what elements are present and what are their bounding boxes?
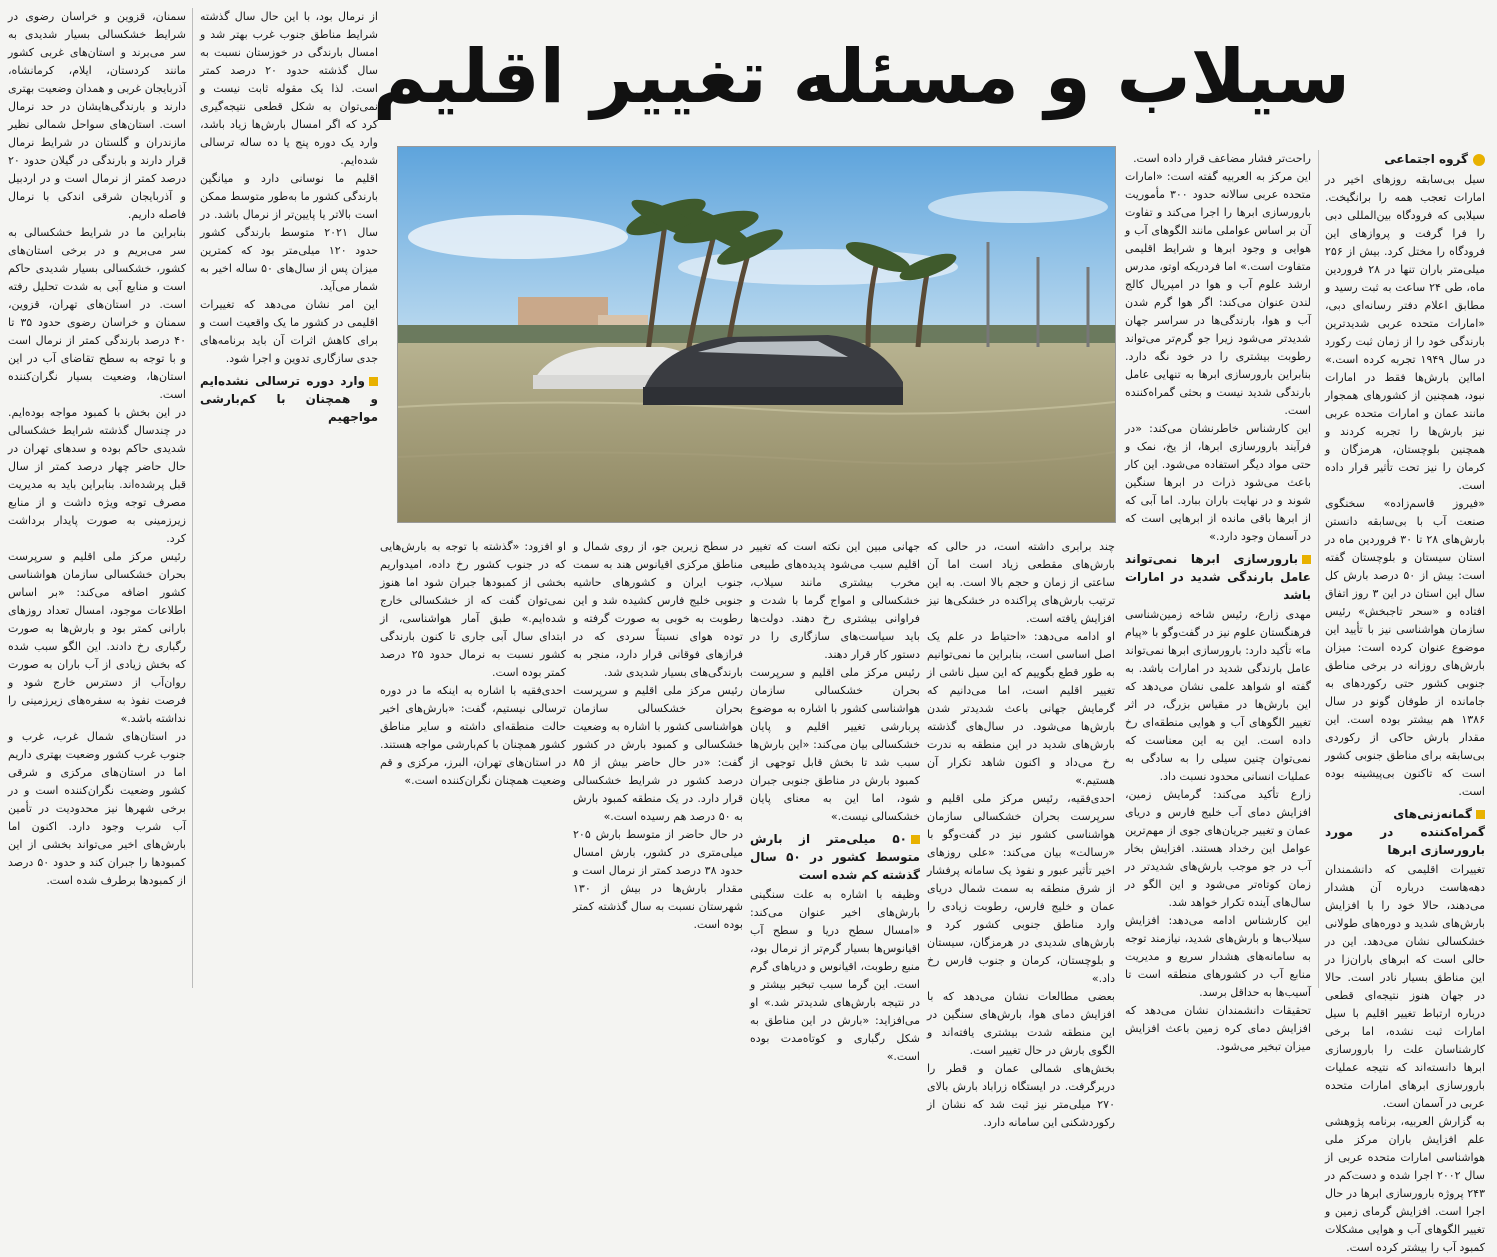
paragraph: اقلیم ما نوسانی دارد و میانگین بارندگی کشور ما به‌طور متوسط ممکن است بالاتر یا پایین‌تر از نرمال باشد. در سال ۲۰۲۱ متوسط بارندگی کشور حدود ۱۲۰ میلی‌متر بود که کمترین میزان پس از سال‌های ۵۰ ساله اخیر به شمار می‌آید. — [200, 172, 378, 293]
section-marker-icon — [1473, 154, 1485, 166]
flood-photo — [397, 146, 1116, 523]
paragraph: وظیفه با اشاره به علت سنگینی بارش‌های اخیر عنوان می‌کند: «امسال سطح دریا و سطح آب اقیانوس‌ها بسیار گرم‌تر از نرمال بود، منبع رطوبت، اقیانوس و دریاهای گرم است. این گرما سبب تبخیر بیشتر و در نتیجه بارش‌های شدیدتر شد.» او می‌افزاید: «بارش در این مناطق به شکل رگباری و کوتاه‌مدت بوده است.» — [750, 888, 920, 1063]
article-column-far-right — [1325, 150, 1486, 1254]
flood-photo-illustration — [398, 147, 1115, 522]
paragraph: او افزود: «گذشته با توجه به بارش‌هایی که در جنوب کشور رخ داده، امیدواریم بخشی از کمبودها جبران شود اما هنوز نمی‌توان گفت که از خشکسالی خارج شده‌ایم.» طبق آمار هواشناسی، از ابتدای سال آبی جاری تا کنون بارندگی کشور نسبت به نرمال حدود ۲۵ درصد کمتر بوده است. — [380, 540, 566, 679]
paragraph: بعضی مطالعات نشان می‌دهد که با افزایش دمای هوا، بارش‌های سنگین در این منطقه شدت بیشتری یافته‌اند و الگوی بارش در حال تغییر است. — [927, 990, 1115, 1057]
paragraph: رئیس مرکز ملی اقلیم و سرپرست بحران خشکسالی سازمان هواشناسی کشور اضافه می‌کند: «بر اساس اطلاعات موجود، امسال تعداد روزهای بارانی کمتر بود و بارش‌ها به صورت رگباری رخ دادند. این الگو سبب شده که بخش زیادی از آب باران به صورت روان‌آب از دسترس خارج شود و فرصت نفوذ به سفره‌های زیرزمینی را نداشته باشد.» — [8, 550, 186, 725]
paragraph: راحت‌تر فشار مضاعف قرار داده است. — [1133, 152, 1311, 165]
paragraph: جهانی مبین این نکته است که تغییر اقلیم سبب می‌شود پدیده‌های طبیعی مخرب بیشتری مانند سیلاب، خشکسالی و امواج گرما با شدت و فراوانی بیشتری رخ دهند. دولت‌ها باید سیاست‌های سازگاری را در دستور کار قرار دهند. — [750, 540, 920, 661]
paragraph: در این بخش با کمبود مواجه بوده‌ایم. در چندسال گذشته شرایط خشکسالی شدیدی حاکم بوده و سدهای تهران در حال حاضر چهار درصد کمتر از سال قبل پرشده‌اند. بنابراین باید به مدیریت مصرف توجه ویژه داشت و از منابع زیرزمینی به صورت پایدار برداشت کرد. — [8, 406, 186, 545]
paragraph: او ادامه می‌دهد: «احتیاط در علم یک اصل اساسی است، بنابراین ما نمی‌توانیم به طور قطع بگوییم که این سیل ناشی از تغییر اقلیم است، اما می‌دانیم که گرمایش جهانی باعث شدیدتر شدن بارش‌ها می‌شود. در سال‌های گذشته بارش‌های شدید در این منطقه به ندرت رخ می‌داد و اکنون شاهد تکرار آن هستیم.» — [927, 630, 1115, 787]
column-divider — [1318, 150, 1319, 988]
bullet-icon — [1302, 555, 1311, 564]
paragraph: در حال حاضر از متوسط بارش ۲۰۵ میلی‌متری در کشور، بارش امسال حدود ۳۸ درصد کمتر از نرمال است و مقدار بارش‌ها در بیش از ۱۳۰ شهرستان نسبت به سال گذشته کمتر بوده است. — [573, 828, 743, 931]
paragraph: سیل بی‌سابقه روزهای اخیر در امارات تعجب همه را برانگیخت. سیلابی که فرودگاه بین‌المللی دبی را فرا گرفت و پروازهای این فرودگاه را مختل کرد. بیش از ۲۵۶ میلی‌متر باران تنها در ۲۸ فروردین ماه، طی ۲۴ ساعت به ثبت رسید و مطابق اعلام دفتر رسانه‌ای دبی، «امارات متحده عربی شدیدترین بارندگی خود را از زمان ثبت رکورد در سال ۱۹۴۹ تجربه کرده است.» امااین بارش‌ها فقط در امارات نبود، همچنین از کشورهای همجوار مانند عمان و امارات متحده عربی نیز بارش‌ها را تجربه کردند و همچنین بلوچستان، هرمزگان و کرمان را نیز تحت تأثیر قرار داده است. — [1325, 173, 1486, 492]
paragraph: تحقیقات دانشمندان نشان می‌دهد که افزایش دمای کره زمین باعث افزایش میزان تبخیر می‌شود. — [1125, 1004, 1311, 1053]
article-column-far-left — [8, 8, 186, 988]
paragraph: تغییرات اقلیمی که دانشمندان دهه‌هاست درباره آن هشدار می‌دهند، حالا خود را با افزایش بارش‌های شدید و دوره‌های طولانی خشکسالی نشان می‌دهد. این در حالی است که ابرهای باران‌زا در این مناطق بسیار نادر است. حالا در جهان هنوز نتیجه‌ای قطعی درباره ارتباط تغییر اقلیم با سیل امارات ثبت نشده، اما برخی کارشناسان علت را بارورسازی ابرها دانسته‌اند که نتیجه عملیات بارورسازی ابرهای امارات متحده عربی در آسمان است. — [1325, 863, 1485, 1110]
paragraph: مهدی زارع، رئیس شاخه زمین‌شناسی فرهنگستان علوم نیز در گفت‌وگو با «پیام ما» تأکید دارد: بارورسازی ابرها نمی‌تواند عامل بارندگی شدید در امارات باشد. به گفته او شواهد علمی نشان می‌دهد که این بارش‌ها در مقیاس بزرگ، در اثر تغییر الگوهای آب و هوایی منطقه‌ای رخ داده است. این به این معناست که نمی‌توان چنین سیلی را به سادگی به عملیات انسانی محدود نسبت داد. — [1125, 608, 1311, 783]
article-column-right — [1125, 150, 1311, 1053]
paragraph: احدی‌فقیه با اشاره به اینکه ما در دوره ترسالی نیستیم، گفت: «بارش‌های اخیر حالت منطقه‌ای داشته و سایر مناطق کشور همچنان با کم‌بارشی مواجه هستند. در استان‌های تهران، البرز، مرکزی و قم وضعیت همچنان نگران‌کننده است.» — [380, 684, 566, 787]
bullet-icon — [911, 835, 920, 844]
paragraph: «فیروز قاسم‌زاده» سخنگوی صنعت آب با بی‌سابقه دانستن بارش‌های ۲۸ تا ۳۰ فروردین ماه در استان سیستان و بلوچستان گفته است: بیش از ۵۰ درصد بارش کل سال این استان در این ۳ روز اتفاق افتاده و «سحر تاجبخش» رئیس سازمان هواشناسی نیز با تأیید این موضوع عنوان کرده است: میزان بارش‌های روزانه در برخی مناطق جنوبی کشور حتی رکوردهای به جامانده از طوفان گونو در سال ۱۳۸۶ هم بیشتر بوده است. این مقدار بارش حاکی از رکوردی بی‌سابقه برای مناطق جنوبی کشور است که تاکنون بی‌پیشینه بوده است. — [1325, 497, 1486, 798]
paragraph: در استان‌های شمال غرب، غرب و جنوب غرب کشور وضعیت بهتری داریم اما در استان‌های مرکزی و شرقی کشور وضعیت نگران‌کننده است و در برخی شهرها نیز محدودیت در تأمین آب شرب وجود دارد. اکنون اما بارش‌های اخیر می‌تواند بخشی از این کمبودها را جبران کند و حدود ۵۰ درصد از کمبودها برطرف شده است. — [8, 730, 186, 887]
paragraph: این مرکز به العربیه گفته است: «امارات متحده عربی سالانه حدود ۳۰۰ مأموریت بارورسازی ابرها را اجرا می‌کند و تفاوت آن بر اساس عواملی مانند الگوهای آب و هوایی و وجود ابرها و شرایط اقلیمی متفاوت است.» اما فردریکه اوتو، مدرس ارشد علوم آب و هوا در امپریال کالج لندن عنوان می‌کند: اگر هوا گرم شدن آب و هوا، بارندگی‌ها در سراسر جهان شدیدتر می‌شود زیرا جو گرم‌تر می‌تواند رطوبت بیشتری را در خود نگه دارد. بنابراین بارورسازی ابرها به تنهایی عامل بارندگی شدید نیست و بحثی گمراه‌کننده است. — [1125, 170, 1311, 417]
article-column-center-mid — [750, 538, 920, 1063]
subheading: ۵۰ میلی‌متر از بارش متوسط کشور در ۵۰ سال گذشته کم شده است — [750, 832, 920, 882]
column-divider — [192, 8, 193, 988]
subheading: بارورسازی ابرها نمی‌تواند عامل بارندگی شدید در امارات باشد — [1125, 552, 1311, 602]
paragraph: چند برابری داشته است، در حالی که بارش‌های مقطعی زیاد است اما آن ساعتی از زمان و حجم بالا است. به این ترتیب بارش‌های پراکنده در خشکی‌ها نیز افزایش یافته است. — [927, 540, 1115, 625]
paragraph: این امر نشان می‌دهد که تغییرات اقلیمی در کشور ما یک واقعیت است و برای کاهش اثرات آن باید برنامه‌های جدی سازگاری تدوین و اجرا شود. — [200, 298, 378, 365]
article-column-center-right — [927, 538, 1115, 1129]
bullet-icon — [1476, 810, 1485, 819]
article-column-bottom-left — [380, 538, 566, 988]
paragraph: بنابراین ما در شرایط خشکسالی به سر می‌بریم و در برخی استان‌های کشور، خشکسالی بسیار شدیدی حاکم است و منابع آبی به شدت تحلیل رفته است. در استان‌های تهران، قزوین، سمنان و خراسان رضوی حدود ۳۵ تا ۴۰ درصد بارندگی کمتر از نرمال است و با توجه به سطح تقاضای آب در این استان‌ها، وضعیت بسیار نگران‌کننده است. — [8, 226, 186, 401]
paragraph: سمنان، قزوین و خراسان رضوی در شرایط خشکسالی بسیار شدیدی به سر می‌برند و استان‌های غربی کشور مانند کردستان، ایلام، کرمانشاه، آذربایجان غربی و همدان وضعیت بهتری دارند و بارندگی‌هایشان در حد نرمال است. استان‌های سواحل شمالی نظیر مازندران و گلستان در شرایط نرمال قرار دارند و بارندگی در گیلان حدود ۲۰ درصد کمتر از نرمال است و در اردبیل و آذربایجان شرقی اندکی با نرمال فاصله داریم. — [8, 10, 186, 221]
paragraph: زارع تأکید می‌کند: گرمایش زمین، افزایش دمای آب خلیج فارس و دریای عمان و تغییر جریان‌های جوی از مهم‌ترین عوامل این رخداد هستند. افزایش بخار آب در جو موجب بارش‌های شدیدتر در زمان کوتاه‌تر می‌شود و این الگو در سال‌های آینده تکرار خواهد شد. — [1125, 788, 1311, 909]
page-title: سیلاب و مسئله تغییر اقلیم — [372, 34, 1350, 120]
paragraph: این کارشناس ادامه می‌دهد: افزایش سیلاب‌ها و بارش‌های شدید، نیازمند توجه به سامانه‌های هشدار سریع و مدیریت منابع آب در کشورهای منطقه است تا آسیب‌ها به حداقل برسد. — [1125, 914, 1311, 999]
section-label: گروه اجتماعی — [1325, 150, 1485, 168]
paragraph: احدی‌فقیه، رئیس مرکز ملی اقلیم و سرپرست بحران خشکسالی سازمان هواشناسی کشور نیز در گفت‌وگو با «رسالت» بیان می‌کند: «علی روزهای اخیر تأثیر عبور و نفوذ یک سامانه پرفشار از شرق منطقه به سمت شمال دریای عمان و خلیج فارس، رطوبت زیادی را وارد مناطق جنوبی کشور کرد و بارش‌های شدیدی در هرمزگان، سیستان و بلوچستان، کرمان و جنوب فارس رخ داد.» — [927, 792, 1115, 985]
paragraph: رئیس مرکز ملی اقلیم و سرپرست بحران خشکسالی سازمان هواشناسی کشور با اشاره به وضعیت خشکسالی و کمبود بارش در کشور گفت: «در حال حاضر بیش از ۸۵ درصد کشور در شرایط خشکسالی قرار دارد. در یک منطقه کمبود بارش به ۵۰ درصد هم رسیده است.» — [573, 684, 743, 823]
paragraph: رئیس مرکز ملی اقلیم و سرپرست بحران خشکسالی سازمان هواشناسی کشور با اشاره به موضوع پربارشی تغییر اقلیم و پایان خشکسالی بیان می‌کند: «این بارش‌ها سبب شد تا بخش قابل توجهی از کمبود بارش در مناطق جنوبی جبران شود، اما این به معنای پایان خشکسالی نیست.» — [750, 666, 920, 823]
subheading: گمانه‌زنی‌های گمراه‌کننده در مورد بارورسازی ابرها — [1325, 807, 1485, 857]
paragraph: این کارشناس خاطرنشان می‌کند: «در فرآیند بارورسازی ابرها، از یخ، نمک و حتی مواد دیگر استفاده می‌شود. این کار باعث می‌شود ذرات در ابرها سنگین شوند و در نهایت باران ببارد. اما آبی که از ابرها باقی مانده از ابرهایی است که در آسمان وجود دارد.» — [1125, 422, 1311, 543]
subheading: وارد دوره ترسالی نشده‌ایم و همچنان با کم‌بارشی مواجهیم — [200, 374, 378, 424]
paragraph: بخش‌های شمالی عمان و قطر را دربرگرفت. در ایستگاه زراباد بارش بالای ۲۷۰ میلی‌متر نیز ثبت شد که نشان از رکوردشکنی این سامانه دارد. — [927, 1062, 1115, 1129]
article-column-center-left — [573, 538, 743, 988]
paragraph: در سطح زیرین جو، از روی شمال و مناطق مرکزی اقیانوس هند به سمت جنوب ایران و کشورهای حاشیه جنوبی خلیج فارس کشیده شد و این رطوبت به خوبی به صورت گرفته و توده هوای نسبتاً سردی که در فرازهای فوقانی قرار دارد، منجر به بارندگی‌های بسیار شدیدی شد. — [573, 540, 743, 679]
bullet-icon — [369, 377, 378, 386]
paragraph: به گزارش العربیه، برنامه پژوهشی علم افزایش باران مرکز ملی هواشناسی امارات متحده عربی از سال ۲۰۰۲ اجرا شده و دست‌کم در ۲۴۳ پروژه بارورسازی ابرها در حال اجرا است. افزایش گرمای زمین و تغییر الگوهای آب و هوایی مشکلات کمبود آب را بیشتر کرده است. — [1325, 1115, 1485, 1254]
paragraph: از نرمال بود، با این حال سال گذشته شرایط مناطق جنوب غرب بهتر شد و امسال بارندگی در خوزستان نسبت به سال گذشته حدود ۲۰ درصد کمتر است. لذا یک مقوله ثابت نیست و نمی‌توان به شکل قطعی نتیجه‌گیری کرد که اگر امسال بارش‌ها زیاد باشد، وارد یک دوره پنج یا ده ساله ترسالی شده‌ایم. — [200, 10, 378, 167]
article-column-left-mid — [200, 8, 378, 988]
